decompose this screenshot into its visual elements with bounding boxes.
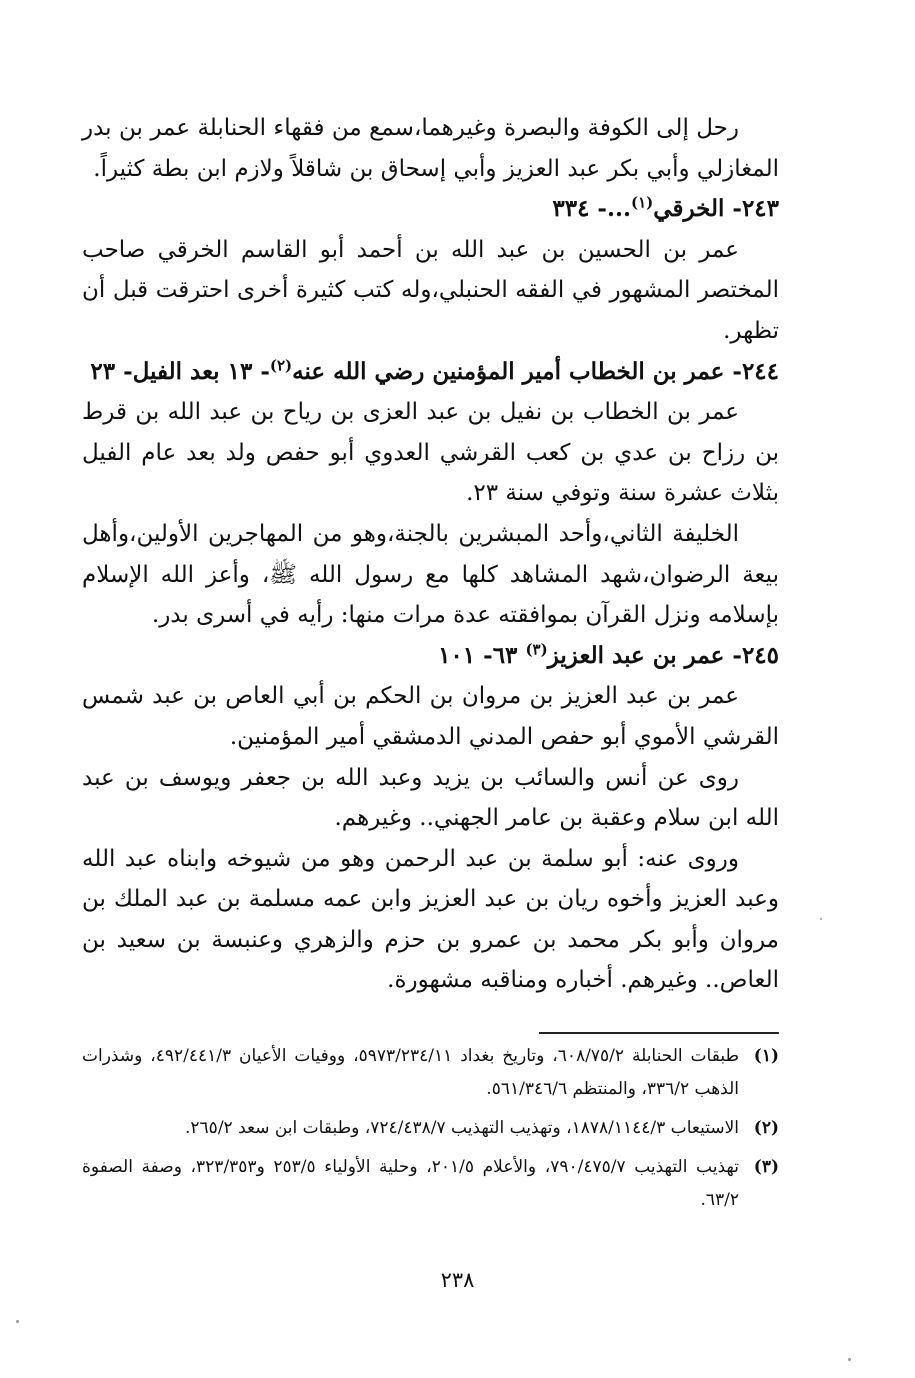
footnote-text: تهذيب التهذيب ٧٩٠/٤٧٥/٧، والأعلام ٢٠١/٥، وحلية الأولياء ٢٥٣/٥ و٣٢٣/٣٥٣، وصفة الصفوة ٦٣/٢. — [82, 1157, 739, 1210]
entry-heading-244-dates: - ١٣ بعد الفيل- ٢٣ — [90, 357, 270, 385]
footnote-divider — [539, 1032, 779, 1034]
entry-heading-245 — [82, 636, 779, 677]
footnote-text: الاستيعاب ١٨٧٨/١١٤٤/٣، وتهذيب التهذيب ٧٢٤/٤٣٨/٧، وطبقات ابن سعد ٢٦٥/٢. — [185, 1118, 739, 1138]
scan-speck — [820, 918, 822, 920]
scan-speck — [848, 1358, 851, 1361]
entry-heading-244 — [82, 352, 779, 393]
paragraph-rawa-an: روى عن أنس والسائب بن يزيد وعبد الله بن جعفر ويوسف بن عبد الله ابن سلام وعقبة بن عامر الجهني.. وغيرهم. — [82, 764, 779, 832]
paragraph-rahal: رحل إلى الكوفة والبصرة وغيرهما،سمع من فقهاء الحنابلة عمر بن بدر المغازلي وأبي بكر عبد العزيز وأبي إسحاق بن شاقلاً ولازم ابن بطة كثيراً. — [82, 115, 779, 182]
footnote-3 — [82, 1151, 779, 1217]
footnote-number: (٢) — [753, 1118, 779, 1138]
main-text — [82, 108, 779, 1001]
entry-heading-245-dates: ٦٣- ١٠١ — [438, 641, 526, 669]
footnote-number: (١) — [753, 1046, 779, 1066]
paragraph-rawa-anhu: وروى عنه: أبو سلمة بن عبد الرحمن وهو من شيوخه وابناه عبد الله وعبد العزيز وأخوه ريان بن عبد العزيز وابن عمه مسلمة بن عبد الملك بن مروان وأبو بكر محمد بن عمرو بن حزم والزهري وعنبسة بن سعيد بن العاص.. وغيرهم. أخباره ومناقبه مشهورة. — [82, 845, 779, 994]
entry-heading-243-name: ٢٤٣- الخرقي — [653, 195, 779, 223]
entry-heading-243-dates: ...- ٣٣٤ — [552, 195, 631, 223]
footnote-ref-1[interactable]: (١) — [631, 193, 654, 212]
entry-heading-244-name: ٢٤٤- عمر بن الخطاب أمير المؤمنين رضي الله عنه — [292, 357, 779, 385]
footnote-2 — [82, 1112, 779, 1145]
footnote-text: طبقات الحنابلة ٦٠٨/٧٥/٢، وتاريخ بغداد ٥٩٧٣/٢٣٤/١١، ووفيات الأعيان ٤٩٢/٤٤١/٣، وشذرات الذهب ٣٣٦/٢، والمنتظم ٥٦١/٣٤٦/٦. — [82, 1046, 739, 1099]
paragraph-umar-abdulaziz-nasab: عمر بن عبد العزيز بن مروان بن الحكم بن أبي العاص بن عبد شمس القرشي الأموي أبو حفص المدني الدمشقي أمير المؤمنين. — [82, 683, 779, 750]
paragraph-kharqi: عمر بن الحسين بن عبد الله بن أحمد أبو القاسم الخرقي صاحب المختصر المشهور في الفقه الحنبلي،وله كتب كثيرة أخرى احترقت قبل أن تظهر. — [82, 236, 779, 344]
footnote-number: (٣) — [753, 1157, 779, 1177]
paragraph-umar-nasab: عمر بن الخطاب بن نفيل بن عبد العزى بن رياح بن عبد الله بن قرط بن رزاح بن عدي بن كعب القرشي العدوي أبو حفص ولد بعد عام الفيل بثلاث عشرة سنة وتوفي سنة ٢٣. — [82, 399, 779, 507]
scan-speck — [16, 1320, 19, 1323]
page-number: ٢٣٨ — [440, 1268, 475, 1292]
entry-heading-245-name: ٢٤٥- عمر بن عبد العزيز — [547, 641, 779, 669]
footnote-ref-2[interactable]: (٢) — [269, 355, 293, 374]
footnotes — [82, 1040, 779, 1223]
paragraph-umar-khalifa: الخليفة الثاني،وأحد المبشرين بالجنة،وهو من المهاجرين الأولين،وأهل بيعة الرضوان،شهد المشاهد كلها مع رسول الله ﷺ، وأعز الله الإسلام بإسلامه ونزل القرآن بموافقته عدة مرات منها: رأيه في أسرى بدر. — [82, 520, 779, 629]
entry-heading-243 — [82, 189, 779, 230]
footnote-ref-3[interactable]: (٣) — [525, 640, 548, 659]
footnote-1 — [82, 1040, 779, 1106]
